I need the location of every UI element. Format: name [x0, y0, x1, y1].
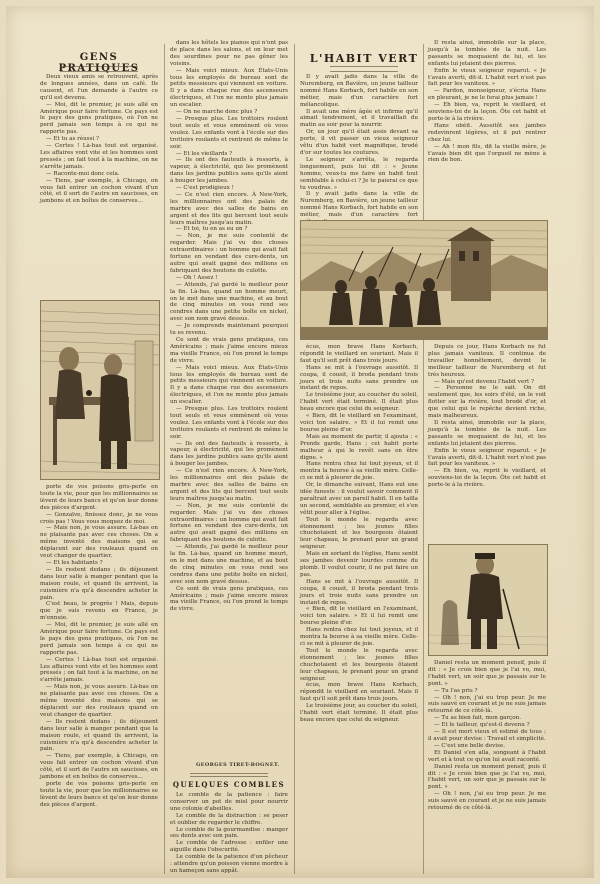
article-column-3-upper — [300, 74, 418, 219]
paragraph: — Attends, j'ai gardé le meilleur pour la fin. Là-bas, quand un homme meurt, on le met dans une machine, et au bout de cinq minutes on vous rend ses cendres dans une petite boîte en nickel, avec son nom gravé dessus. — [170, 544, 288, 585]
paragraph: Or, un jour qu'il était assis devant sa porte, il vit passer un vieux seigneur vêtu d'un habit vert magnifique, brodé d'or sur toutes les coutures. — [300, 129, 418, 156]
paragraph: Enfin le vieux seigneur reparut. « Je t'avais averti, dit-il. L'habit vert n'est pas fait pour les vaniteux. » — [428, 447, 546, 468]
paragraph: Il resta ainsi, immobile sur la place, jusqu'à la tombée de la nuit. Les passants se moquaient de lui, et les enfants lui jetaient des pierres. — [428, 419, 546, 447]
paragraph: — Certes ! Là-bas tout est organisé. Les affaires vont vite et les hommes sont pressés ; on fait tout à la machine, on ne s'arrête jamais. — [40, 143, 158, 170]
illustration-gens-pratiques — [40, 300, 160, 480]
paragraph: — Ce n'est rien encore. À New-York, les millionnaires ont des palais de marbre avec des salles de bains en argent et des lits qui bercent tout seuls leurs maîtres jusqu'au matin. — [170, 191, 288, 226]
paragraph: — C'est une belle devise. — [434, 742, 506, 749]
paragraph: — Tiens, par exemple, à Chicago, on vous fait entrer un cochon vivant d'un côté, et il sort de l'autre en saucisses, en jambons et en boîtes de conserves... — [40, 177, 158, 205]
paragraph: — Oh ! Assez ! — [176, 274, 218, 281]
article-column-2 — [170, 40, 288, 760]
paragraph: Il y avait jadis dans la ville de Nuremberg, en Bavière, un jeune tailleur nommé Hans Korbach, fort habile en son métier, mais d'un caractère fort mélancolique. — [300, 74, 418, 108]
paragraph: — Ah ! mon fils, dit la vieille mère, je t'avais bien dit que l'orgueil ne mène à rien de bon. — [428, 143, 546, 164]
article-column-3-lower — [300, 344, 418, 870]
paragraph: Tout le monde le regarda avec étonnement ; les jeunes filles chuchotaient et les bourgeois ôtaient leur chapeau, le prenant pour un grand seigneur. — [300, 647, 418, 682]
paragraph: — Mais qu'est devenu l'habit vert ? — [434, 378, 534, 385]
heading-quelques-combles: QUELQUES COMBLES — [172, 780, 286, 789]
paragraph: « Bien, dit le vieillard en l'examinant, voici ton salaire. » Et il lui remit une bourse pleine d'or. — [300, 413, 418, 433]
paragraph: — Oh ! non, j'ai eu trop peur. Je me suis sauvé en courant et je ne suis jamais retourné de ce côté-là. — [428, 694, 546, 715]
paragraph: — Ils restent dedans ; ils déjeunent dans leur salle à manger pendant que la maison roule, et quand ils arrivent, la cuisinière n'a qu'à descendre acheter le pain. — [40, 566, 158, 601]
illustration-habit-vert — [300, 220, 548, 340]
paragraph: Ce sont de vrais gens pratiques, ces Américains ; mais j'aime encore mieux ma vieille France, où l'on prend le temps de vivre. — [170, 585, 288, 613]
paragraph: — Gonzalve, finissez donc, je ne vous crois pas ! Vous vous moquez de moi. — [40, 511, 158, 525]
paragraph: — Mais non, je vous assure. Là-bas on ne plaisante pas avec ces choses. On a même inventé des maisons qui se déplacent sur des rouleaux quand on veut changer de quartier. — [40, 525, 158, 560]
paragraph: — Moi, dit le premier, je suis allé en Amérique pour faire fortune. Ce pays est le pays des gens pratiques, où l'on ne perd jamais son temps à ce qui ne rapporte pas. — [40, 101, 158, 136]
paragraph: Enfin le vieux seigneur reparut. « Je t'avais averti, dit-il. L'habit vert n'est pas fait pour les vaniteux. » — [428, 67, 546, 88]
paragraph: Hans obéit. Aussitôt ses jambes redevinrent légères, et il put rentrer chez lui. — [428, 122, 546, 143]
comble-item: Le comble de la patience d'un pêcheur : attendre qu'un poisson vienne mordre à un hameçon sans appât. — [170, 854, 288, 874]
paragraph: — Je comprends maintenant pourquoi tu es revenu. — [170, 323, 288, 337]
section-divider — [190, 773, 268, 777]
paragraph: Deux vieux amis se retrouvent, après de longues années, dans un café. Ils causent, et l'un demande à l'autre ce qu'il est devenu. — [40, 74, 158, 101]
paragraph: Tout le monde le regarda avec étonnement ; les jeunes filles chuchotaient et les bourgeois ôtaient leur chapeau, le prenant pour un grand seigneur. — [300, 516, 418, 551]
paragraph: — Non, je me suis contenté de regarder. Mais j'ai vu des choses extraordinaires : un homme qui avait fait fortune en vendant des cure-dents, un autre qui avait gagné des millions en fabriquant des boutons de culotte. — [170, 502, 288, 544]
paragraph: — Eh bien, va, reprit le vieillard, et souviens-toi de la leçon. Ôte cet habit et porte-le à la rivière. — [428, 102, 546, 122]
paragraph: « Bien, dit le vieillard en l'examinant, voici ton salaire. » Et il lui remit une bourse pleine d'or. — [300, 606, 418, 627]
paragraph: — On ne marche donc plus ? — [176, 109, 258, 116]
comble-item: Le comble de la distraction : se peser et oublier de regarder le chiffre. — [170, 812, 288, 826]
column-rule — [294, 44, 295, 874]
paragraph: — Et toi, tu en as eu un ? — [176, 226, 248, 233]
paragraph: Mais en sortant de l'église, Hans sentit ses jambes devenir lourdes comme du plomb. Il voulut courir, il ne put faire un pas. — [300, 551, 418, 578]
article-column-1-upper — [40, 74, 158, 294]
comble-item: Le comble de l'adresse : enfiler une aiguille dans l'obscurité. — [170, 840, 288, 854]
heading-gens-pratiques: GENS PRATIQUES — [58, 52, 140, 74]
paragraph: — Presque plus. Les trottoirs roulent tout seuls et vous emmènent où vous voulez. Les enfants vont à l'école sur des trottoirs roulants et rentrent de même le soir. — [170, 115, 288, 150]
paragraph: — Ce n'est rien encore. À New-York, les millionnaires ont des palais de marbre avec des salles de bains en argent et des lits qui bercent tout seuls leurs maîtres jusqu'au matin. — [170, 468, 288, 502]
paragraph: — Tiens, par exemple, à Chicago, on vous fait entrer un cochon vivant d'un côté, et il sort de l'autre en saucisses, en jambons et en boîtes de conserves... — [40, 753, 158, 781]
article-column-1-lower — [40, 484, 158, 870]
heading-underline — [60, 66, 138, 72]
paragraph: — Ils ont des fauteuils à ressorts, à vapeur, à électricité, qui les promènent dans les jardins publics sans qu'ils aient à bouger les jambes. — [170, 440, 288, 468]
paragraph: porte de vos poisons gris-perle en toute la vie, pour que les millionnaires se lèvent de leurs bancs et qu'on leur donne des pièces d'argent. — [40, 484, 158, 511]
paragraph: Le troisième jour, au coucher du soleil, l'habit vert était terminé. Il était plus beau encore que celui du seigneur. — [300, 703, 418, 723]
paragraph: Il resta ainsi, immobile sur la place, jusqu'à la tombée de la nuit. Les passants se moquaient de lui, et les enfants lui jetaient des pierres. — [428, 40, 546, 67]
paragraph: dans les hôtels les pianos qui n'ont pas de place dans les salons, et on leur met des sourdines pour ne pas gêner les voisins. — [170, 40, 288, 67]
paragraph: Mais au moment de partir, il ajouta : « Prends garde, Hans ; cet habit porte malheur à qui le revêt sans en être digne. » — [300, 433, 418, 461]
paragraph: écus, mon brave Hans Korbach, répondit le vieillard en souriant. Mais il faut qu'il soit prêt dans trois jours. — [300, 682, 418, 703]
paragraph: — Moi, dit le premier, je suis allé en Amérique pour faire fortune. Ce pays est le pays des gens pratiques, où l'on ne perd jamais son temps à ce qui ne rapporte pas. — [40, 622, 158, 656]
paragraph: Ce sont de vrais gens pratiques, ces Américains ; mais j'aime encore mieux ma vieille France, où l'on prend le temps de vivre. — [170, 336, 288, 364]
column-rule — [164, 44, 165, 874]
paragraph: — Non, je me suis contenté de regarder. Mais j'ai vu des choses extraordinaires : un homme qui avait fait fortune en vendant des cure-dents, un autre qui avait gagné des millions en fabriquant des boutons de culotte. — [170, 233, 288, 274]
paragraph: — Tu l'as pris ? — [434, 687, 478, 694]
paragraph: — Et les vieillards ? — [176, 150, 233, 157]
paragraph: — Et les habitants ? — [46, 559, 103, 566]
paragraph: — C'est prodigieux ! — [176, 185, 234, 192]
paragraph: — Certes ! Là-bas tout est organisé. Les affaires vont vite et les hommes sont pressés ; on fait tout à la machine, on ne s'arrête jamais. — [40, 656, 158, 684]
paragraph: porte de vos poisons gris-perle en toute la vie, pour que les millionnaires se lèvent de leurs bancs et qu'on leur donne des pièces d'argent. — [40, 780, 158, 808]
paragraph: Hans se mit à l'ouvrage aussitôt. Il coupa, il cousit, il broda pendant trois jours et trois nuits sans prendre un instant de repos. — [300, 364, 418, 392]
illustration-man-with-cane — [428, 544, 548, 656]
paragraph: Et Daniel s'en alla, songeant à l'habit vert et à tout ce qu'on lui avait raconté. — [428, 749, 546, 763]
paragraph: — Tu as bien fait, mon garçon. — [434, 715, 522, 722]
paragraph: Hans rentra chez lui tout joyeux, et il montra la bourse à sa vieille mère. Celle-ci se mit à pleurer de joie. — [300, 461, 418, 482]
comble-item: Le comble de la gourmandise : manger ses dents avec son pain. — [170, 826, 288, 840]
article-column-4-lower — [428, 660, 546, 872]
paragraph: — Ils restent dedans ; ils déjeunent dans leur salle à manger pendant que la maison roule, et quand ils arrivent, la cuisinière n'a qu'à descendre acheter le pain. — [40, 718, 158, 753]
paragraph: — Mais voici mieux. Aux États-Unis tous les employés de bureau sont de petits messieurs qui viennent en voiture. Il y a dans chaque rue des ascenseurs électriques, et l'on ne monte plus jamais un escalier. — [170, 67, 288, 109]
combles-list — [170, 792, 288, 874]
paragraph: — Oh ! non, j'ai eu trop peur. Je me suis sauvé en courant et je ne suis jamais retourné de ce côté-là. — [428, 791, 546, 812]
paragraph: Daniel resta un moment pensif, puis il dit : « Je crois bien que je l'ai vu, moi, l'habit vert, un soir que je passais sur le pont. » — [428, 763, 546, 791]
paragraph: Il avait une mère âgée et infirme qu'il aimait tendrement, et il travaillait du matin au soir pour la nourrir. — [300, 108, 418, 129]
paragraph: Le seigneur s'arrêta, le regarda longuement, puis lui dit : « Jeune homme, veux-tu me faire un habit tout semblable à celui-ci ? Je te paierai ce que tu voudras. » — [300, 156, 418, 191]
paragraph: Daniel resta un moment pensif, puis il dit : « Je crois bien que je l'ai vu, moi, l'habit vert, un soir que je passais sur le pont. » — [428, 660, 546, 687]
paragraph: — Mais non, je vous assure. Là-bas on ne plaisante pas avec ces choses. On a même inventé des maisons qui se déplacent sur des rouleaux quand on veut changer de quartier. — [40, 684, 158, 718]
heading-underline — [330, 66, 398, 72]
paragraph: Hans rentra chez lui tout joyeux, et il montra la bourse à sa vieille mère. Celle-ci se mit à pleurer de joie. — [300, 627, 418, 647]
paragraph: — Pardon, monseigneur, s'écria Hans en pleurant, je ne le ferai plus jamais ! — [428, 88, 546, 102]
paragraph: — Et le tailleur, qu'est-il devenu ? — [434, 722, 530, 729]
paragraph: Il y avait jadis dans la ville de Nuremberg, en Bavière, un jeune tailleur nommé Hans Korbach, fort habile en son métier, mais d'un caractère fort — [300, 191, 418, 219]
paragraph: — Eh bien, va, reprit le vieillard, et souviens-toi de la leçon. Ôte cet habit et porte-le à la rivière. — [428, 468, 546, 489]
article-column-4-middle — [428, 344, 546, 538]
paragraph: — Mais voici mieux. Aux États-Unis tous les employés de bureau sont de petits messieurs qui viennent en voiture. Il y a dans chaque rue des ascenseurs électriques, et l'on ne monte plus jamais un escalier. — [170, 364, 288, 406]
article-column-4-upper — [428, 40, 546, 216]
paragraph: — Raconte-moi donc cela. — [46, 170, 120, 177]
paragraph: C'est beau, le progrès ! Mais, depuis que je suis revenu en France, je m'ennuie. — [40, 601, 158, 622]
paragraph: — Il est mort vieux et estimé de tous ; il avait pour devise : Travail et simplicité. — [428, 729, 546, 742]
paragraph: — Ils ont des fauteuils à ressorts, à vapeur, à électricité, qui les promènent dans les jardins publics sans qu'ils aient à bouger les jambes. — [170, 157, 288, 185]
paragraph: — Et tu as réussi ? — [46, 136, 99, 143]
paragraph: Depuis ce jour, Hans Korbach ne fut plus jamais vaniteux. Il continua de travailler honnêtement, devint le meilleur tailleur de Nuremberg et fut très heureux. — [428, 344, 546, 378]
comble-item: Le comble de la patience : faire conserver un pot de miel pour nourrir une colonie d'abeilles. — [170, 792, 288, 812]
paragraph: Le troisième jour, au coucher du soleil, l'habit vert était terminé. Il était plus beau encore que celui du seigneur. — [300, 392, 418, 413]
paragraph: — Presque plus. Les trottoirs roulent tout seuls et vous emmènent où vous voulez. Les enfants vont à l'école sur des trottoirs roulants et rentrent de même le soir. — [170, 406, 288, 440]
column-rule — [423, 44, 424, 874]
article-signature: GEORGES TIRET-BOGNET. — [196, 762, 280, 768]
heading-habit-vert: L'HABIT VERT — [309, 52, 419, 65]
paragraph: Or, le dimanche suivant, Hans eut une idée funeste : il voulut savoir comment il paraîtrait avec un pareil habit. Il en tailla un second, semblable au premier, et s'en vêtit pour aller à l'église. — [300, 482, 418, 516]
paragraph: — Attends, j'ai gardé le meilleur pour la fin. Là-bas, quand un homme meurt, on le met dans une machine, et au bout de cinq minutes on vous rend ses cendres dans une petite boîte en nickel, avec son nom gravé dessus. — [170, 281, 288, 323]
paragraph: écus, mon brave Hans Korbach, répondit le vieillard en souriant. Mais il faut qu'il soit prêt dans trois jours. — [300, 344, 418, 364]
paragraph: Hans se mit à l'ouvrage aussitôt. Il coupa, il cousit, il broda pendant trois jours et trois nuits sans prendre un instant de repos. — [300, 578, 418, 606]
paragraph: — Personne ne le sait. On dit seulement que, les soirs d'été, on le voit flotter sur la rivière, tout brodé d'or, et que celui qui le repêche devient riche, mais malheureux. — [428, 385, 546, 420]
